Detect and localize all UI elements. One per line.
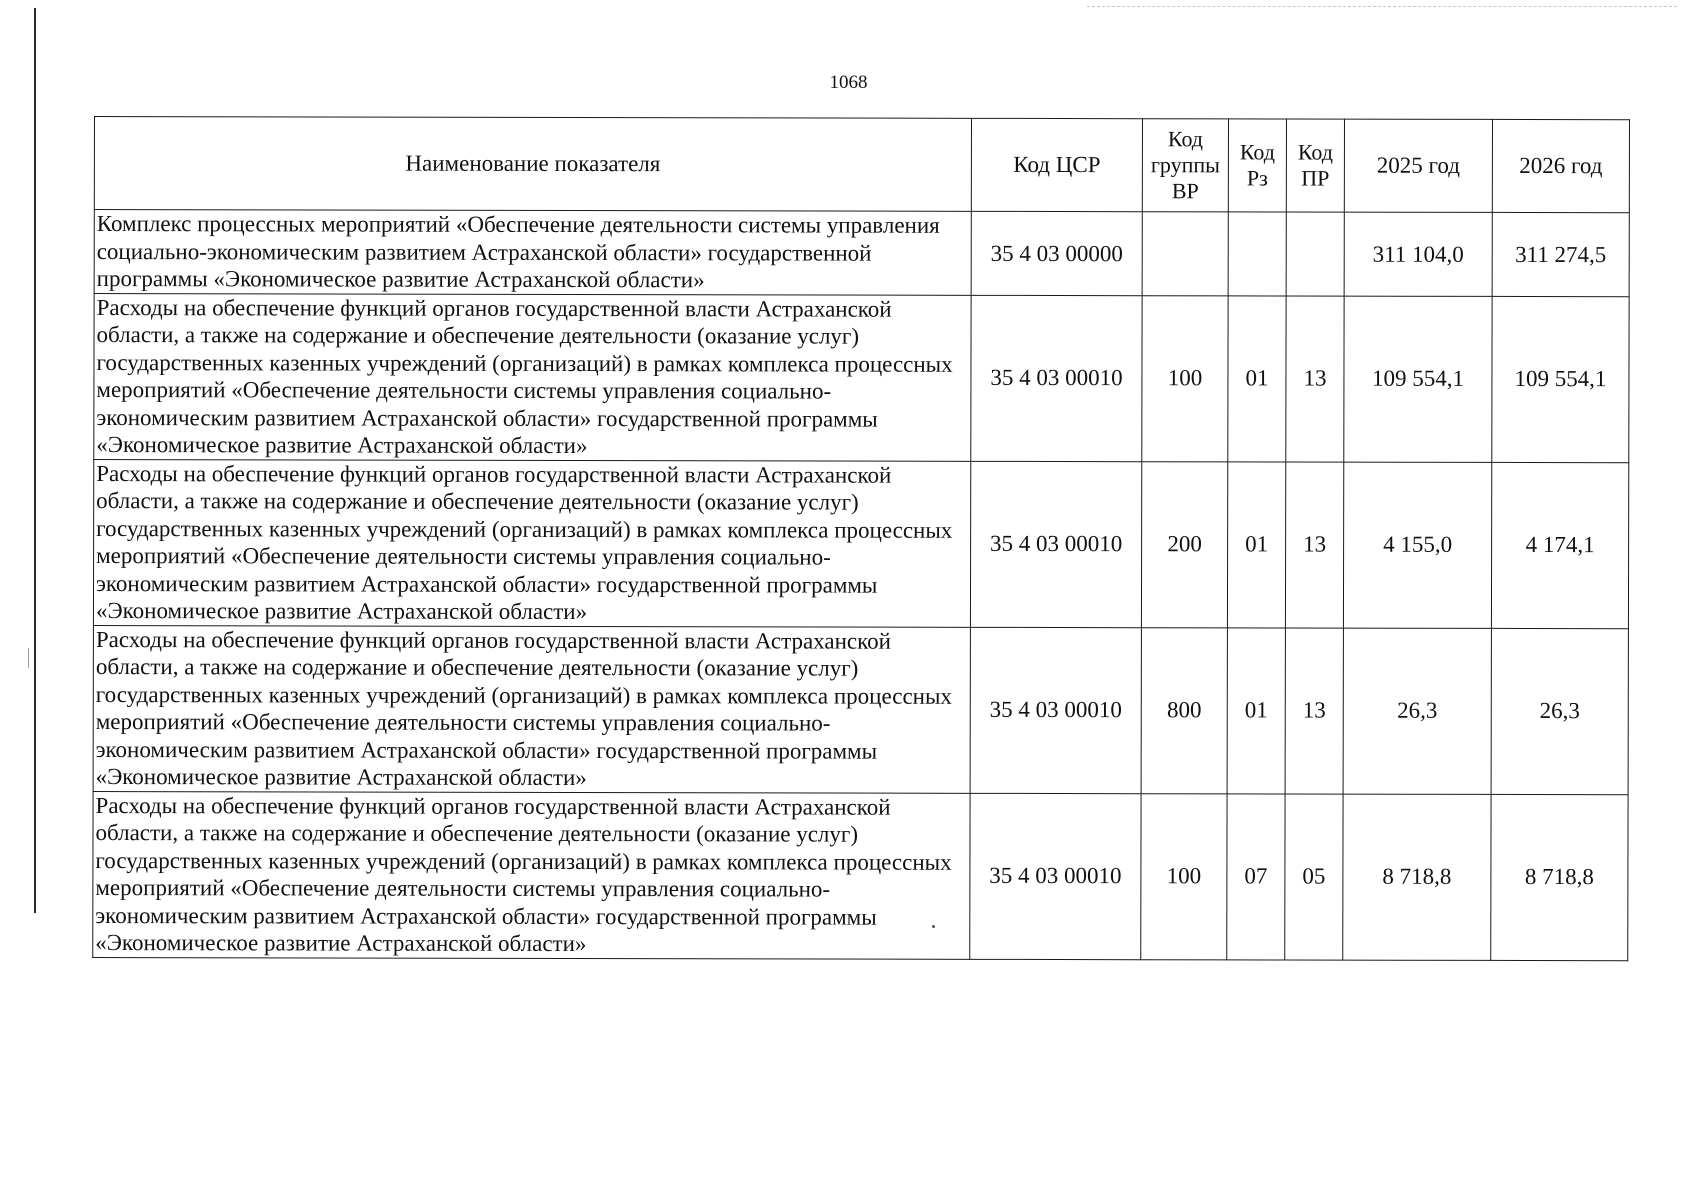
row-kod-pr: 13	[1285, 461, 1343, 627]
scan-edge	[1087, 6, 1677, 7]
row-amount-2026: 311 274,5	[1492, 212, 1629, 296]
row-amount-2025: 109 554,1	[1344, 296, 1492, 462]
header-kod-rz: Код Рз	[1228, 119, 1286, 212]
row-kod-csr: 35 4 03 00010	[970, 793, 1141, 959]
table-row	[93, 791, 1628, 960]
row-kod-csr: 35 4 03 00010	[970, 461, 1141, 627]
row-amount-2026: 4 174,1	[1491, 462, 1628, 628]
binding-mark	[28, 648, 29, 668]
row-kod-vr: 100	[1141, 793, 1227, 959]
row-kod-pr: 13	[1285, 627, 1343, 793]
row-kod-rz: 07	[1227, 793, 1285, 959]
row-kod-rz: 01	[1227, 627, 1285, 793]
header-name: Наименование показателя	[94, 117, 971, 212]
row-kod-rz: 01	[1227, 461, 1285, 627]
row-kod-vr: 800	[1141, 627, 1227, 793]
row-amount-2025: 4 155,0	[1343, 462, 1491, 628]
row-amount-2025: 311 104,0	[1344, 212, 1492, 296]
row-kod-vr	[1142, 212, 1228, 296]
row-name: Расходы на обеспечение функций органов государственной власти Астраханской области, а также на содержание и обеспечение деятельности (оказание услуг) государственных казенных учреждений (организаций) в рамках комплекса процессных мероприятий «Обеспечение деятельности системы управления социально-экономическим развитием Астраханской области» государственной программы «Экономическое развитие Астраханской области»	[93, 625, 970, 793]
row-kod-csr: 35 4 03 00010	[971, 295, 1142, 461]
row-amount-2026: 8 718,8	[1491, 794, 1628, 960]
row-name: Расходы на обеспечение функций органов государственной власти Астраханской области, а также на содержание и обеспечение деятельности (оказание услуг) государственных казенных учреждений (организаций) в рамках комплекса процессных мероприятий «Обеспечение деятельности системы управления социально-экономическим развитием Астраханской области» государственной программы «Экономическое развитие Астраханской области»	[93, 791, 970, 959]
header-year-2025: 2025 год	[1344, 119, 1492, 212]
scan-speck	[932, 925, 935, 928]
budget-table	[92, 116, 1630, 961]
table-header-row	[94, 117, 1629, 213]
header-kod-pr: Код ПР	[1286, 119, 1344, 212]
header-year-2026: 2026 год	[1492, 119, 1629, 212]
row-kod-pr: 05	[1285, 793, 1343, 959]
table-row	[94, 293, 1629, 462]
page-number: 1068	[829, 72, 868, 93]
row-kod-vr: 100	[1142, 295, 1228, 461]
row-name: Расходы на обеспечение функций органов государственной власти Астраханской области, а также на содержание и обеспечение деятельности (оказание услуг) государственных казенных учреждений (организаций) в рамках комплекса процессных мероприятий «Обеспечение деятельности системы управления социально-экономическим развитием Астраханской области» государственной программы «Экономическое развитие Астраханской области»	[94, 293, 971, 461]
row-name: Комплекс процессных мероприятий «Обеспечение деятельности системы управления социально-экономическим развитием Астраханской области» государственной программы «Экономическое развитие Астраханской области»	[94, 210, 971, 295]
header-kod-vr: Код группы ВР	[1142, 119, 1228, 212]
binding-line	[34, 8, 36, 913]
row-amount-2025: 8 718,8	[1343, 794, 1491, 960]
row-kod-rz: 01	[1228, 295, 1286, 461]
row-kod-csr: 35 4 03 00010	[970, 627, 1141, 793]
header-kod-csr: Код ЦСР	[971, 118, 1142, 211]
row-kod-pr	[1286, 212, 1344, 296]
table-row	[94, 210, 1629, 297]
row-amount-2026: 26,3	[1491, 628, 1628, 794]
row-kod-csr: 35 4 03 00000	[971, 211, 1142, 295]
row-kod-vr: 200	[1141, 461, 1227, 627]
row-kod-rz	[1228, 212, 1286, 296]
table-row	[93, 459, 1628, 628]
row-name: Расходы на обеспечение функций органов государственной власти Астраханской области, а также на содержание и обеспечение деятельности (оказание услуг) государственных казенных учреждений (организаций) в рамках комплекса процессных мероприятий «Обеспечение деятельности системы управления социально-экономическим развитием Астраханской области» государственной программы «Экономическое развитие Астраханской области»	[93, 459, 970, 627]
row-amount-2026: 109 554,1	[1492, 296, 1629, 462]
row-kod-pr: 13	[1286, 295, 1344, 461]
table-row	[93, 625, 1628, 794]
row-amount-2025: 26,3	[1343, 628, 1491, 794]
